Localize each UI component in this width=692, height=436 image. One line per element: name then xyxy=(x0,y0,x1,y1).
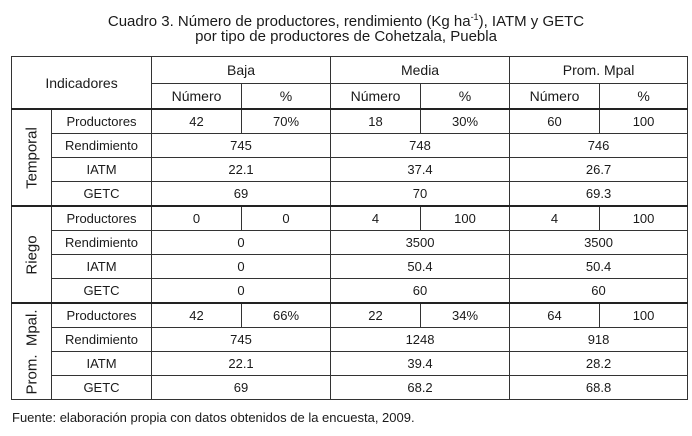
table-cell: 64 xyxy=(510,303,600,328)
row-label: IATM xyxy=(52,255,152,279)
table-cell: 60 xyxy=(331,279,510,304)
table-cell: 18 xyxy=(331,109,421,134)
table-cell: 69.3 xyxy=(510,182,688,207)
table-title-line2: por tipo de productores de Cohetzala, Puebla xyxy=(195,28,497,45)
section-label-riego: Riego xyxy=(12,206,52,303)
table-cell: 70% xyxy=(242,109,331,134)
row-label: GETC xyxy=(52,376,152,400)
row-label: Rendimiento xyxy=(52,134,152,158)
table-cell: 748 xyxy=(331,134,510,158)
table-row xyxy=(12,376,688,400)
row-label: IATM xyxy=(52,158,152,182)
table-row xyxy=(12,158,688,182)
table-cell: 60 xyxy=(510,109,600,134)
table-row xyxy=(12,328,688,352)
table-cell: 22 xyxy=(331,303,421,328)
table-cell: 70 xyxy=(331,182,510,207)
table-title-text: Cuadro 3. Número de productores, rendimiento (Kg ha xyxy=(107,13,471,30)
table-row xyxy=(12,206,688,231)
header-group-baja: Baja xyxy=(152,57,331,84)
table-row xyxy=(12,109,688,134)
table-cell: 746 xyxy=(510,134,688,158)
header-group-media: Media xyxy=(331,57,510,84)
table-cell: 30% xyxy=(421,109,510,134)
table-cell: 28.2 xyxy=(510,352,688,376)
section-label-temporal: Temporal xyxy=(12,109,52,206)
table-cell: 0 xyxy=(152,206,242,231)
table-cell: 22.1 xyxy=(152,352,331,376)
table-cell: 1248 xyxy=(331,328,510,352)
row-label: IATM xyxy=(52,352,152,376)
row-label: GETC xyxy=(52,279,152,304)
table-cell: 100 xyxy=(421,206,510,231)
table-cell: 100 xyxy=(600,109,688,134)
table-cell: 0 xyxy=(242,206,331,231)
table-cell: 50.4 xyxy=(331,255,510,279)
table-cell: 69 xyxy=(152,376,331,400)
section-label-prom-mpal: Prom. Mpal. xyxy=(12,303,52,400)
table-cell: 918 xyxy=(510,328,688,352)
table-row xyxy=(12,231,688,255)
table-cell: 68.2 xyxy=(331,376,510,400)
row-label: GETC xyxy=(52,182,152,207)
table-row xyxy=(12,279,688,304)
table-cell: 50.4 xyxy=(510,255,688,279)
table-cell: 0 xyxy=(152,231,331,255)
table-cell: 745 xyxy=(152,328,331,352)
table-cell: 60 xyxy=(510,279,688,304)
table-cell: 100 xyxy=(600,303,688,328)
table-cell: 68.8 xyxy=(510,376,688,400)
header-numero: Número xyxy=(331,84,421,110)
row-label: Rendimiento xyxy=(52,328,152,352)
header-pct: % xyxy=(242,84,331,110)
header-pct: % xyxy=(421,84,510,110)
header-group-prom-mpal: Prom. Mpal xyxy=(510,57,688,84)
row-label: Productores xyxy=(52,206,152,231)
table-row xyxy=(12,352,688,376)
table-cell: 66% xyxy=(242,303,331,328)
header-indicadores: Indicadores xyxy=(12,57,152,110)
table-cell: 4 xyxy=(331,206,421,231)
table-cell: 100 xyxy=(600,206,688,231)
table-title-text-end: ), IATM y GETC xyxy=(478,13,585,30)
table-cell: 34% xyxy=(421,303,510,328)
table-row xyxy=(12,303,688,328)
table-cell: 0 xyxy=(152,279,331,304)
header-numero: Número xyxy=(510,84,600,110)
table-cell: 745 xyxy=(152,134,331,158)
row-label: Productores xyxy=(52,303,152,328)
table-cell: 3500 xyxy=(331,231,510,255)
table-cell: 26.7 xyxy=(510,158,688,182)
table-cell: 42 xyxy=(152,303,242,328)
table-cell: 39.4 xyxy=(331,352,510,376)
table-title-superscript: -1 xyxy=(470,12,479,22)
table-cell: 37.4 xyxy=(331,158,510,182)
data-table xyxy=(11,56,688,400)
table-row xyxy=(12,134,688,158)
table-cell: 3500 xyxy=(510,231,688,255)
table-cell: 22.1 xyxy=(152,158,331,182)
table-cell: 0 xyxy=(152,255,331,279)
header-row-groups xyxy=(12,57,688,84)
header-pct: % xyxy=(600,84,688,110)
row-label: Productores xyxy=(52,109,152,134)
table-row xyxy=(12,182,688,207)
table-cell: 42 xyxy=(152,109,242,134)
table-cell: 69 xyxy=(152,182,331,207)
table-row xyxy=(12,255,688,279)
table-footnote: Fuente: elaboración propia con datos obtenidos de la encuesta, 2009. xyxy=(12,410,415,425)
table-cell: 4 xyxy=(510,206,600,231)
row-label: Rendimiento xyxy=(52,231,152,255)
header-numero: Número xyxy=(152,84,242,110)
